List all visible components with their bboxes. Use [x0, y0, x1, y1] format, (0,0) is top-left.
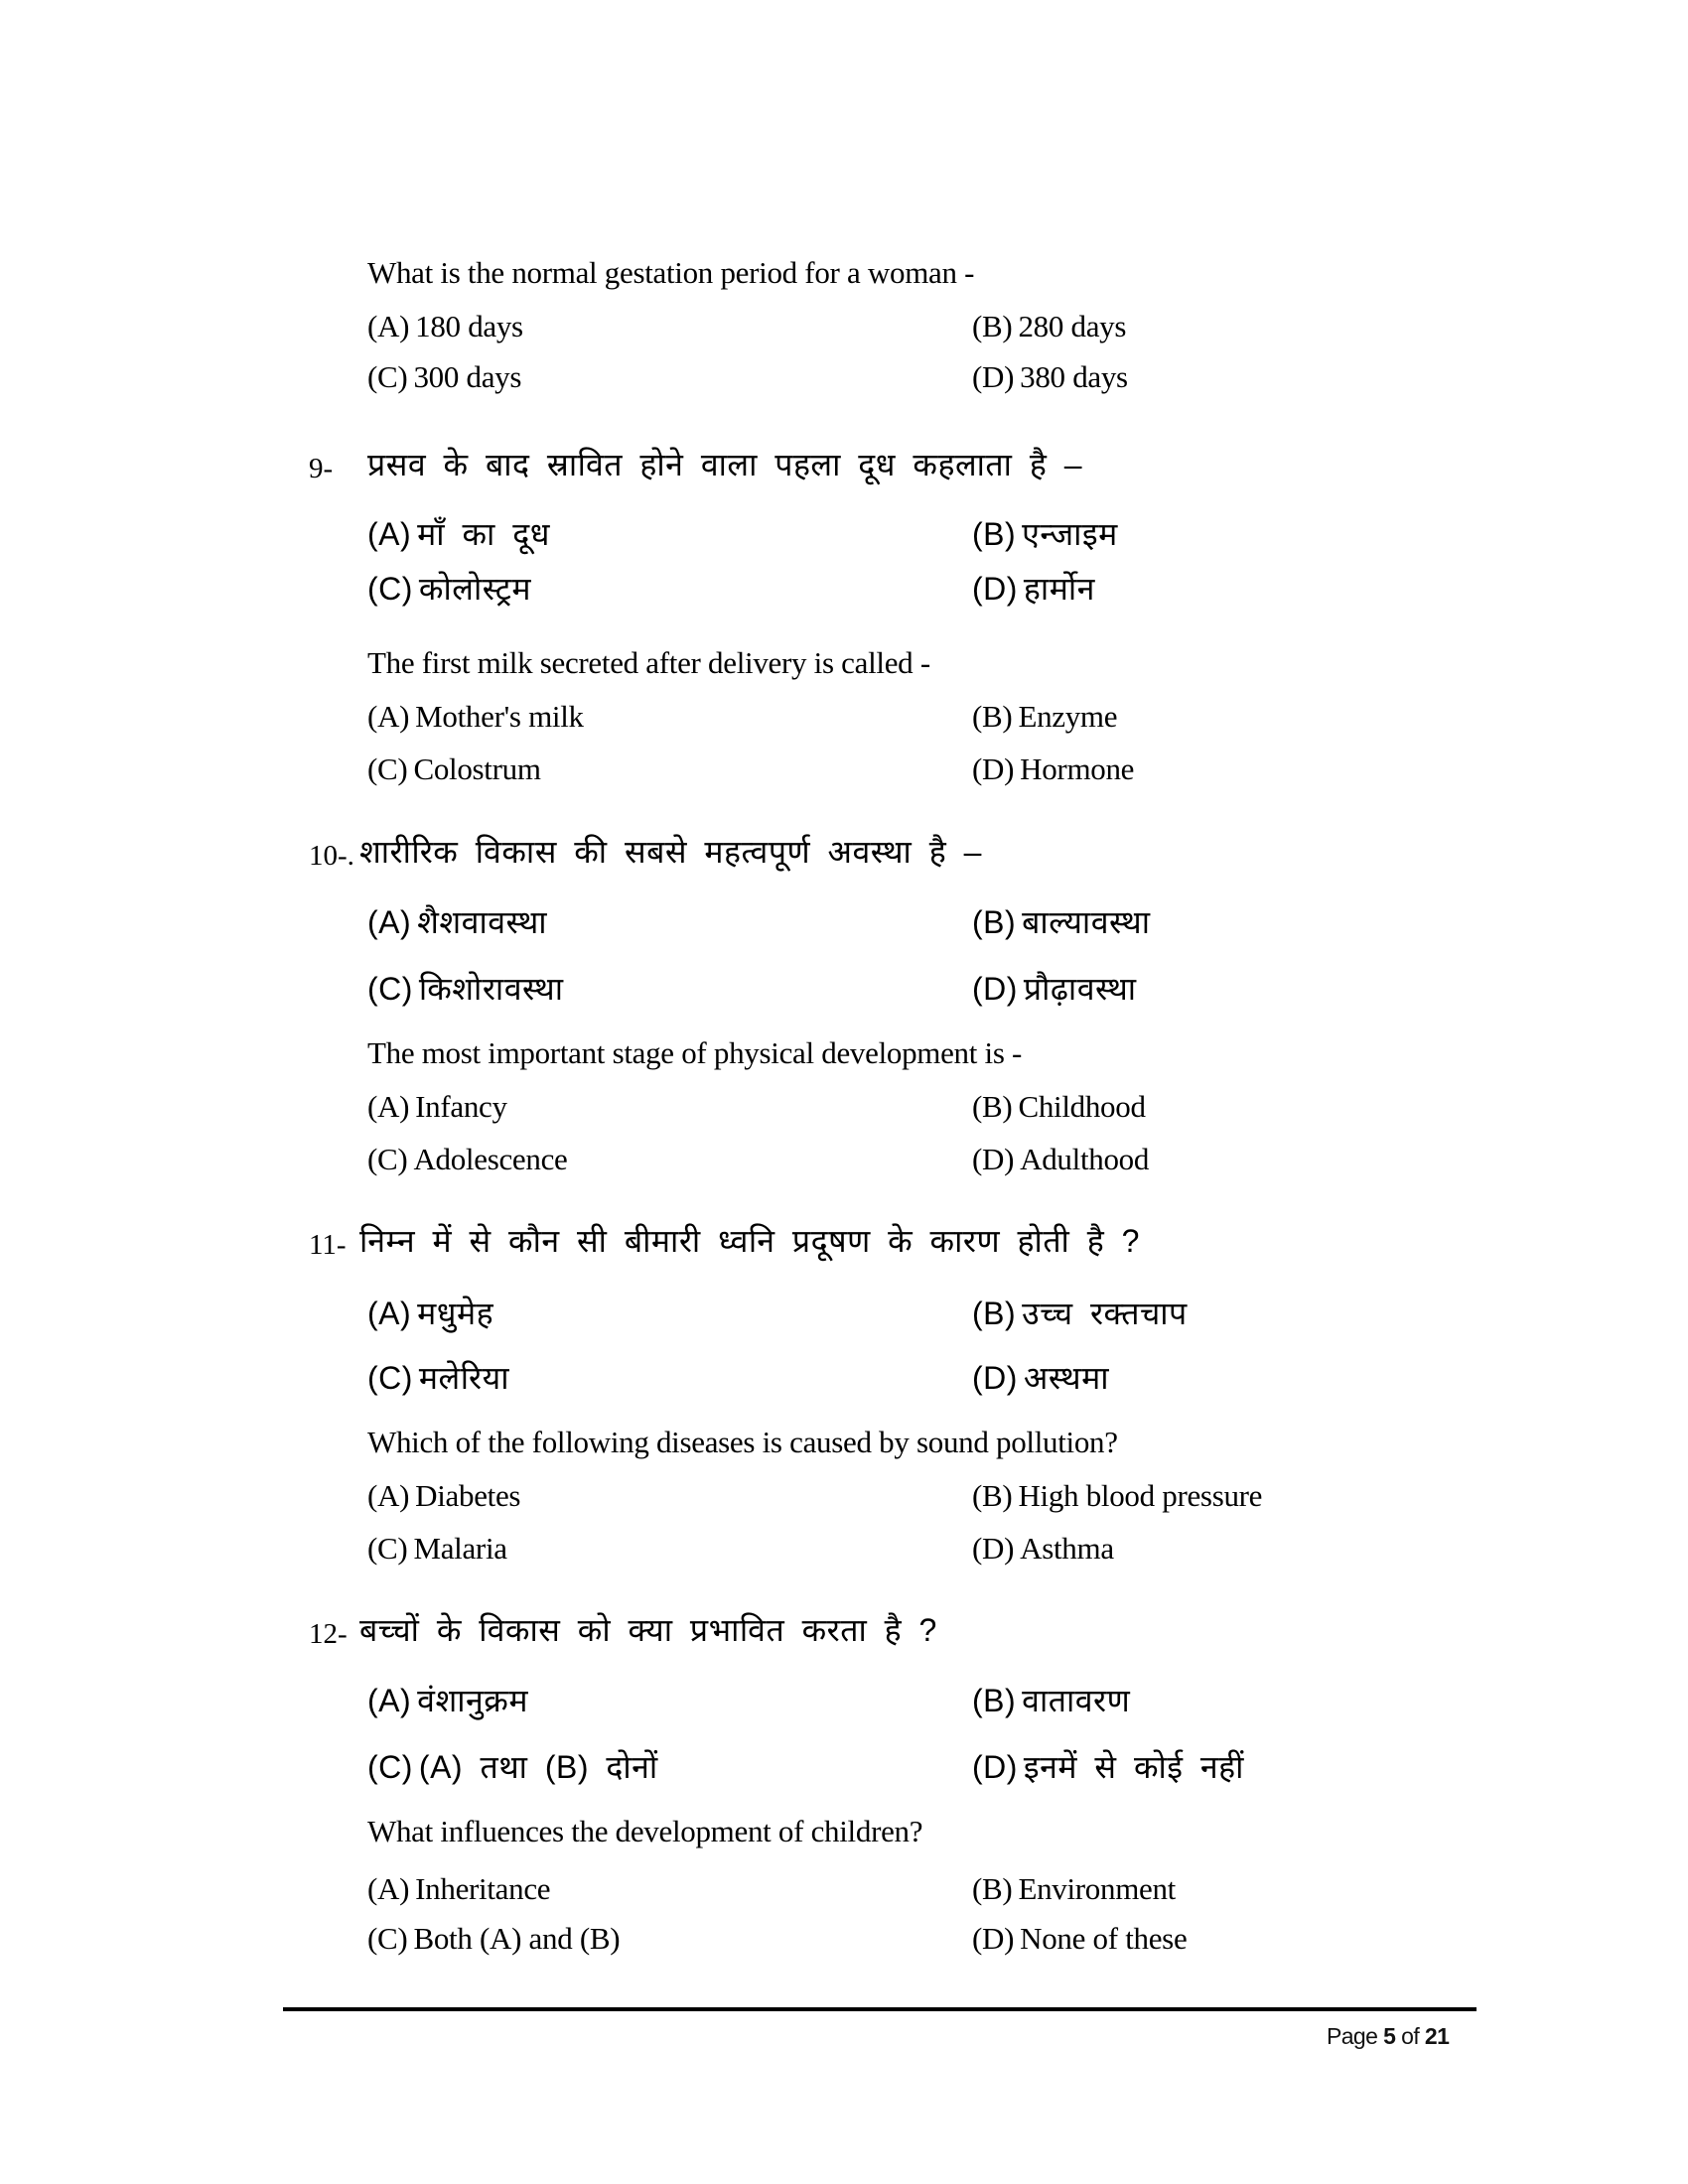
option-d-hindi	[972, 1751, 1244, 1783]
option-text: Adolescence	[413, 1142, 568, 1176]
option-a-hindi	[367, 1297, 493, 1329]
option-key: (D)	[972, 971, 1018, 1007]
option-a-hindi	[367, 906, 547, 938]
question-stem-hindi: बच्चों के विकास को क्या प्रभावित करता है ?	[359, 1612, 937, 1648]
page-number	[1327, 2023, 1449, 2050]
question-number: 11-	[309, 1229, 347, 1261]
option-key: (B)	[972, 1683, 1017, 1718]
option-c	[367, 1923, 620, 1954]
option-text: (A) तथा (B) दोनों	[418, 1749, 658, 1785]
option-c	[367, 1144, 568, 1174]
option-b	[972, 1873, 1176, 1904]
option-key: (C)	[367, 359, 408, 394]
option-key: (A)	[367, 1296, 412, 1331]
option-d-hindi	[972, 573, 1095, 605]
option-a-hindi	[367, 518, 550, 550]
page-of: of	[1401, 2023, 1420, 2049]
option-text: मलेरिया	[418, 1360, 509, 1396]
option-a	[367, 701, 584, 732]
question-stem-hindi: निम्न में से कौन सी बीमारी ध्वनि प्रदूषण के कारण होती है ?	[359, 1223, 1140, 1259]
option-text: Environment	[1018, 1871, 1176, 1906]
question-stem-english: The most important stage of physical development is -	[367, 1035, 1023, 1070]
question-stem-english: Which of the following diseases is caused by sound pollution?	[367, 1425, 1118, 1459]
option-d	[972, 1923, 1187, 1954]
option-text: Mother's milk	[415, 699, 584, 734]
option-key: (C)	[367, 1142, 408, 1176]
option-a	[367, 1091, 507, 1122]
option-text: कोलोस्ट्रम	[418, 571, 531, 607]
option-d	[972, 1144, 1149, 1174]
page-prefix: Page	[1327, 2023, 1378, 2049]
option-text: किशोरावस्था	[418, 971, 564, 1007]
option-a	[367, 1480, 520, 1511]
option-text: प्रौढ़ावस्था	[1023, 971, 1137, 1007]
option-key: (C)	[367, 1921, 408, 1956]
option-text: हार्मोन	[1023, 571, 1095, 607]
option-c	[367, 753, 541, 784]
option-key: (C)	[367, 1749, 413, 1785]
option-key: (D)	[972, 359, 1015, 394]
option-text: एन्जाइम	[1022, 516, 1118, 552]
option-key: (B)	[972, 904, 1017, 940]
option-b	[972, 701, 1117, 732]
question-number: 10-.	[309, 840, 354, 872]
option-key: (B)	[972, 1089, 1013, 1124]
option-key: (D)	[972, 1921, 1015, 1956]
option-key: (C)	[367, 571, 413, 607]
option-text: 180 days	[415, 309, 523, 343]
option-text: 280 days	[1018, 309, 1127, 343]
option-text: Malaria	[413, 1531, 507, 1566]
option-key: (A)	[367, 309, 410, 343]
option-text: अस्थमा	[1023, 1360, 1110, 1396]
option-text: माँ का दूध	[417, 516, 550, 552]
option-c	[367, 361, 521, 392]
option-text: 380 days	[1020, 359, 1128, 394]
option-text: वातावरण	[1022, 1683, 1131, 1718]
question-stem-english: The first milk secreted after delivery is called -	[367, 645, 930, 680]
option-a-hindi	[367, 1685, 528, 1716]
option-key: (B)	[972, 699, 1013, 734]
option-a	[367, 1873, 550, 1904]
option-text: Both (A) and (B)	[413, 1921, 621, 1956]
option-d	[972, 1533, 1114, 1564]
option-key: (C)	[367, 1360, 413, 1396]
option-key: (A)	[367, 516, 412, 552]
option-key: (D)	[972, 1749, 1018, 1785]
option-key: (C)	[367, 1531, 408, 1566]
option-key: (A)	[367, 904, 412, 940]
option-key: (B)	[972, 1296, 1017, 1331]
page-total: 21	[1424, 2023, 1450, 2049]
option-key: (D)	[972, 1360, 1018, 1396]
option-text: Hormone	[1020, 751, 1135, 786]
option-d-hindi	[972, 1362, 1109, 1394]
option-key: (B)	[972, 309, 1013, 343]
option-text: None of these	[1020, 1921, 1188, 1956]
option-d	[972, 361, 1128, 392]
option-key: (C)	[367, 751, 408, 786]
option-key: (C)	[367, 971, 413, 1007]
option-key: (A)	[367, 1478, 410, 1513]
option-key: (D)	[972, 1142, 1015, 1176]
option-key: (D)	[972, 751, 1015, 786]
question-number: 12-	[309, 1618, 348, 1650]
option-b-hindi	[972, 1297, 1188, 1329]
option-c-hindi	[367, 573, 531, 605]
option-key: (B)	[972, 1871, 1013, 1906]
option-d	[972, 753, 1134, 784]
option-b	[972, 1480, 1262, 1511]
option-key: (D)	[972, 1531, 1015, 1566]
option-text: High blood pressure	[1018, 1478, 1263, 1513]
option-key: (A)	[367, 699, 410, 734]
option-b	[972, 311, 1126, 341]
option-text: Asthma	[1020, 1531, 1114, 1566]
question-stem-hindi: शारीरिक विकास की सबसे महत्वपूर्ण अवस्था है –	[359, 834, 982, 870]
option-b-hindi	[972, 518, 1118, 550]
option-text: मधुमेह	[417, 1296, 494, 1331]
option-text: Inheritance	[415, 1871, 551, 1906]
option-d-hindi	[972, 973, 1137, 1005]
option-key: (B)	[972, 1478, 1013, 1513]
option-c	[367, 1533, 507, 1564]
option-a	[367, 311, 523, 341]
option-text: इनमें से कोई नहीं	[1023, 1749, 1244, 1785]
option-text: Infancy	[415, 1089, 507, 1124]
option-text: 300 days	[413, 359, 522, 394]
question-stem-english: What influences the development of children?	[367, 1814, 923, 1848]
option-c-hindi	[367, 973, 564, 1005]
option-key: (D)	[972, 571, 1018, 607]
option-key: (A)	[367, 1871, 410, 1906]
option-text: वंशानुक्रम	[417, 1683, 528, 1718]
option-b	[972, 1091, 1146, 1122]
option-text: Childhood	[1018, 1089, 1146, 1124]
option-b-hindi	[972, 1685, 1130, 1716]
question-stem-hindi: प्रसव के बाद स्रावित होने वाला पहला दूध कहलाता है –	[367, 447, 1083, 482]
option-c-hindi	[367, 1751, 658, 1783]
option-key: (A)	[367, 1683, 412, 1718]
option-key: (A)	[367, 1089, 410, 1124]
option-c-hindi	[367, 1362, 509, 1394]
question-number: 9-	[309, 453, 334, 484]
option-text: Adulthood	[1020, 1142, 1150, 1176]
option-text: उच्च रक्तचाप	[1022, 1296, 1188, 1331]
option-text: शैशवावस्था	[417, 904, 548, 940]
option-text: Colostrum	[413, 751, 541, 786]
option-key: (B)	[972, 516, 1017, 552]
option-b-hindi	[972, 906, 1151, 938]
footer-rule	[283, 2007, 1477, 2011]
question-stem-english: What is the normal gestation period for a woman -	[367, 255, 975, 290]
page-current: 5	[1383, 2023, 1396, 2049]
option-text: Enzyme	[1018, 699, 1118, 734]
option-text: बाल्यावस्था	[1022, 904, 1151, 940]
option-text: Diabetes	[415, 1478, 521, 1513]
